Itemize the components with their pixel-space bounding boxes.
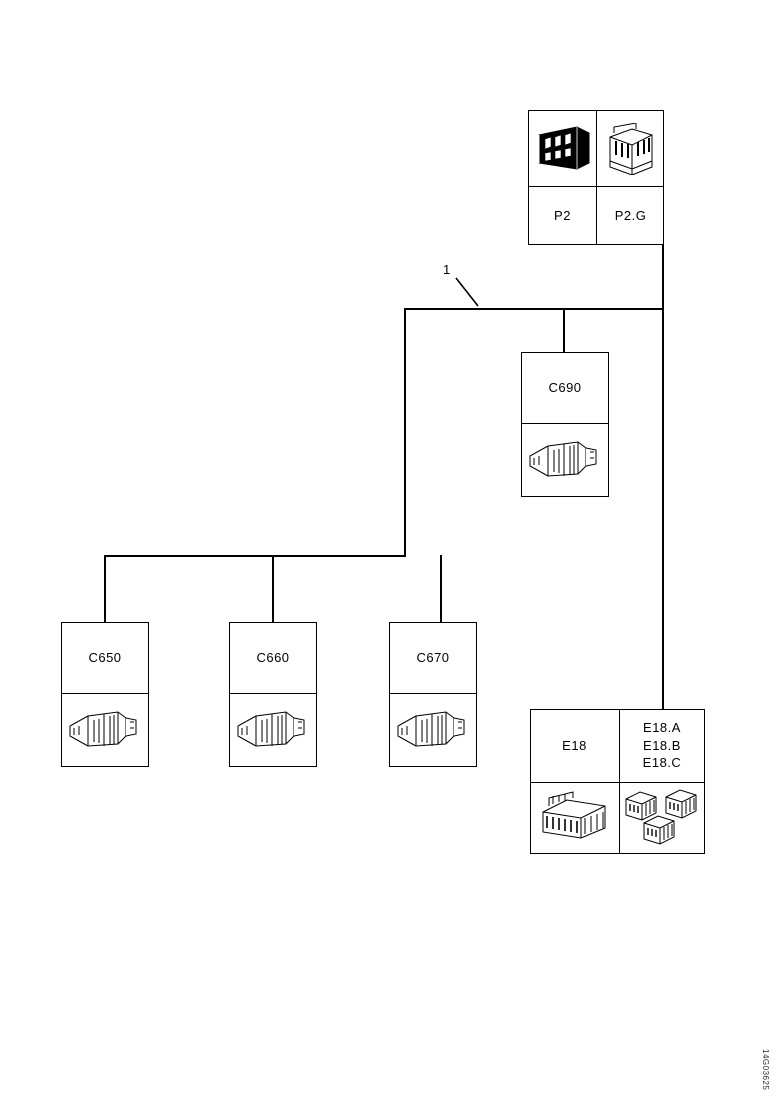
connector-plug-icon: [522, 424, 608, 496]
node-e18-sub-labels: [620, 710, 704, 782]
node-p2-group[interactable]: [528, 110, 664, 245]
branch-line-left-vertical: [404, 308, 406, 556]
node-e18b-label: E18.B: [643, 737, 681, 753]
node-e18a-label: E18.A: [643, 719, 681, 735]
callout-leader-line: [436, 272, 492, 314]
trunk-line-lower-horizontal: [104, 555, 406, 557]
branch-line-c660: [272, 555, 274, 623]
branch-line-c670: [440, 555, 442, 623]
node-p2-label: P2: [554, 207, 571, 223]
relay-cube-icon: [620, 783, 704, 853]
connector-block-icon: [597, 111, 664, 186]
node-c690[interactable]: [521, 352, 609, 497]
connector-flat-icon: [529, 111, 596, 186]
relay-module-icon: [531, 783, 618, 853]
node-c650[interactable]: [61, 622, 149, 767]
node-c650-label: C650: [88, 649, 122, 665]
connector-plug-icon: [390, 694, 476, 766]
node-c670-label: C670: [416, 649, 450, 665]
node-c670[interactable]: [389, 622, 477, 767]
branch-line-c650: [104, 555, 106, 623]
node-e18-label: E18: [562, 737, 587, 753]
connector-plug-icon: [62, 694, 148, 766]
node-c690-label: C690: [548, 379, 582, 395]
node-c660[interactable]: [229, 622, 317, 767]
node-e18-group[interactable]: [530, 709, 705, 854]
node-e18c-label: E18.C: [642, 755, 682, 771]
trunk-line-right-vertical: [662, 245, 664, 710]
branch-line-c690: [563, 308, 565, 352]
callout-number: 1: [443, 262, 451, 277]
node-c660-label: C660: [256, 649, 290, 665]
node-p2g-label: P2.G: [614, 207, 647, 223]
connector-plug-icon: [230, 694, 316, 766]
drawing-side-code: 14G03625: [761, 1048, 770, 1090]
